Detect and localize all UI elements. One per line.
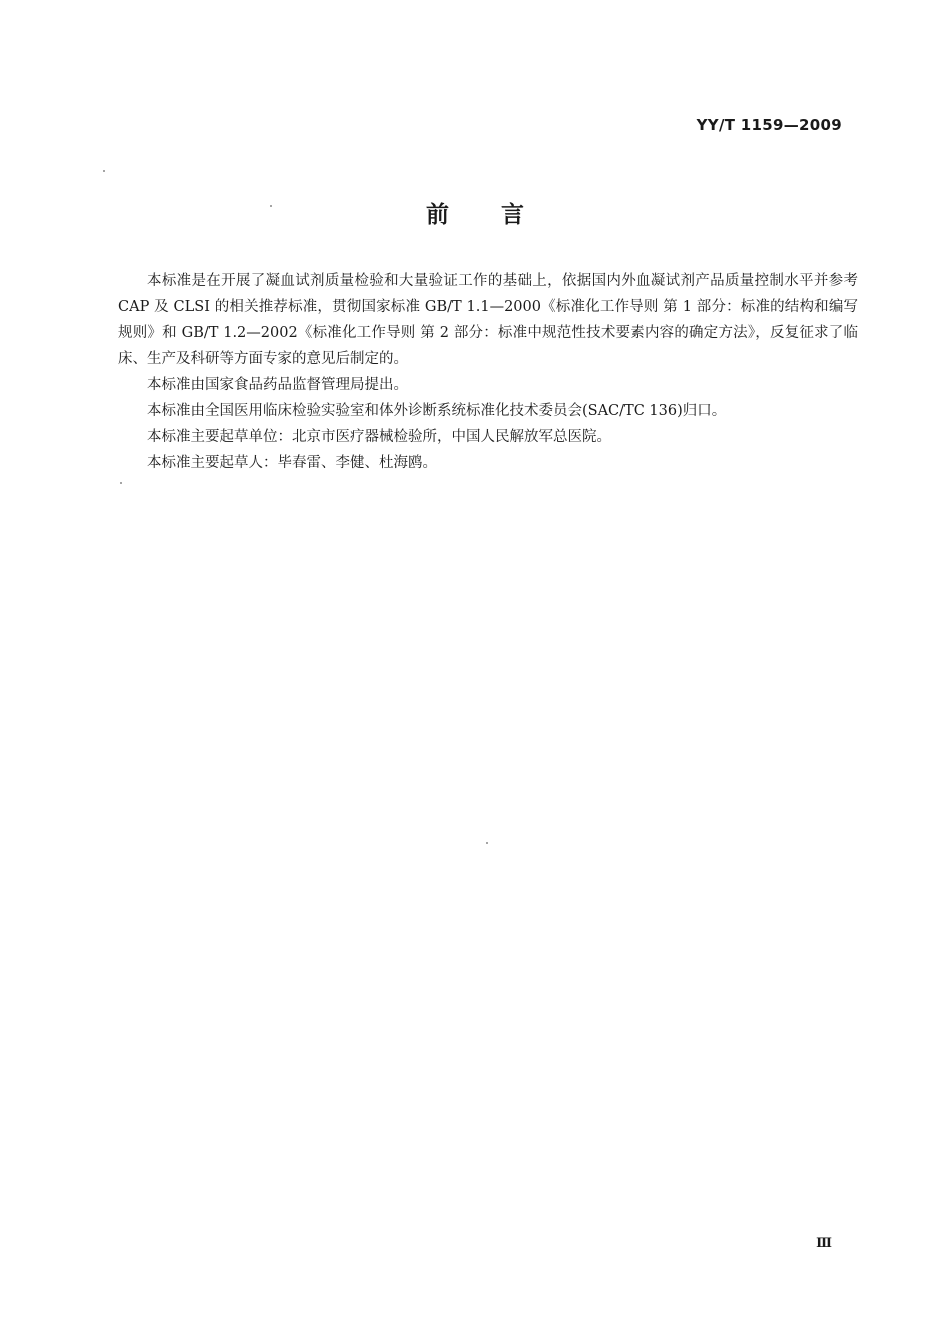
foreword-body bbox=[118, 268, 858, 476]
paragraph-proposer: 本标准由国家食品药品监督管理局提出。 bbox=[147, 377, 408, 393]
paragraph-committee: 本标准由全国医用临床检验实验室和体外诊断系统标准化技术委员会(SAC/TC 136)归口。 bbox=[147, 403, 727, 419]
page-title: 前言 bbox=[426, 202, 576, 228]
paragraph-drafters: 本标准主要起草人：毕春雷、李健、杜海鸥。 bbox=[147, 455, 437, 471]
scan-speck bbox=[270, 205, 272, 207]
page-number: Ⅲ bbox=[816, 1236, 832, 1251]
paragraph-basis: 本标准是在开展了凝血试剂质量检验和大量验证工作的基础上，依据国内外血凝试剂产品质量控制水平并参考 CAP 及 CLSI 的相关推荐标准，贯彻国家标准 GB/T 1.1—2000《标准化工作导则 第 1 部分：标准的结构和编写规则》和 GB/T 1.2—2002《标准化工作导则 第 2 部分：标准中规范性技术要素内容的确定方法》，反复征求了临床、生产及科研等方面专家的意见后制定的。 bbox=[118, 273, 858, 367]
scan-speck bbox=[486, 842, 488, 844]
paragraph-drafting-units: 本标准主要起草单位：北京市医疗器械检验所，中国人民解放军总医院。 bbox=[147, 429, 611, 445]
scan-speck bbox=[103, 170, 105, 172]
standard-code: YY/T 1159—2009 bbox=[696, 116, 842, 134]
scan-speck bbox=[120, 482, 122, 484]
